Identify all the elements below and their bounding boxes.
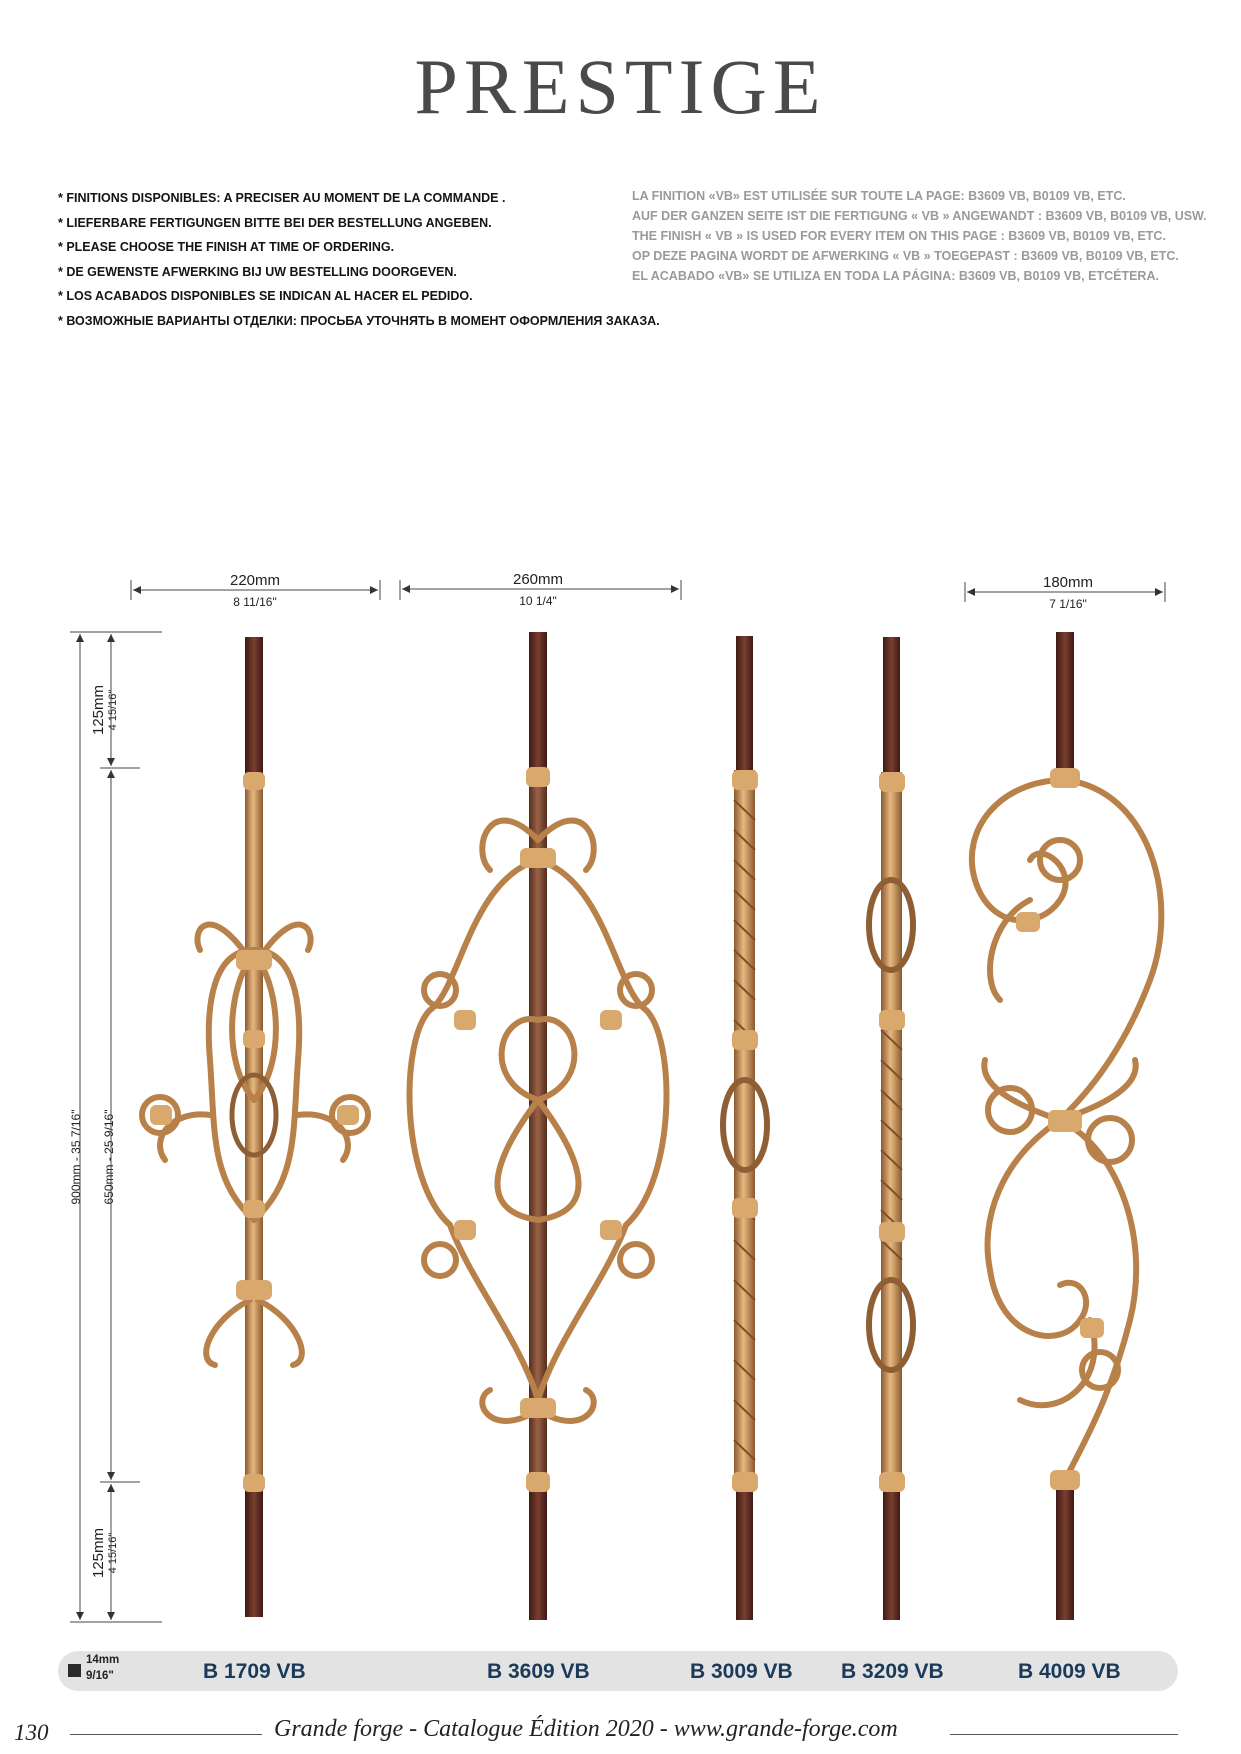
footer-line-right: [950, 1734, 1178, 1735]
width-inch: 7 1/16": [1049, 597, 1087, 611]
note-fr: * FINITIONS DISPONIBLES: A PRECISER AU MOMENT DE LA COMMANDE .: [58, 191, 506, 205]
product-code-b3609: B 3609 VB: [487, 1660, 590, 1683]
note-es: * LOS ACABADOS DISPONIBLES SE INDICAN AL HACER EL PEDIDO.: [58, 289, 473, 303]
baluster-b3209: [869, 637, 913, 1620]
page-title: PRESTIGE: [414, 43, 827, 130]
product-code-b4009: B 4009 VB: [1018, 1660, 1121, 1683]
width-inch: 8 11/16": [233, 595, 277, 609]
note-en: * PLEASE CHOOSE THE FINISH AT TIME OF ORDERING.: [58, 240, 395, 254]
section-inch: 9/16": [86, 1670, 114, 1682]
page-number: 130: [14, 1720, 49, 1745]
height-top-inch: 4 15/16": [107, 689, 119, 731]
width-mm: 260mm: [512, 571, 564, 588]
baluster-b4009: [972, 632, 1161, 1620]
section-size: [86, 1652, 119, 1684]
square-section-icon: [68, 1664, 81, 1677]
section-mm: 14mm: [86, 1654, 120, 1666]
vb-note-fr: LA FINITION «VB» EST UTILISÉE SUR TOUTE LA PAGE: B3609 VB, B0109 VB, ETC.: [632, 189, 1126, 203]
product-code-b3209: B 3209 VB: [841, 1660, 944, 1683]
footer-text: Grande forge - Catalogue Édition 2020 - www.grande-forge.com: [274, 1716, 898, 1742]
height-bottom-mm: 125mm: [90, 1527, 107, 1579]
width-mm: 220mm: [229, 572, 281, 589]
height-top-mm: 125mm: [90, 684, 107, 736]
note-ru: * ВОЗМОЖНЫЕ ВАРИАНТЫ ОТДЕЛКИ: ПРОСЬБА УТОЧНЯТЬ В МОМЕНТ ОФОРМЛЕНИЯ ЗАКАЗА.: [58, 313, 660, 328]
vb-note-de: AUF DER GANZEN SEITE IST DIE FERTIGUNG « VB » ANGEWANDT : B3609 VB, B0109 VB, USW.: [632, 209, 1207, 223]
width-inch: 10 1/4": [519, 594, 557, 608]
baluster-b1709: [142, 637, 368, 1617]
note-de: * LIEFERBARE FERTIGUNGEN BITTE BEI DER BESTELLUNG ANGEBEN.: [58, 215, 492, 230]
height-middle: 650mm - 25 9/16": [102, 1109, 116, 1205]
vb-note-en: THE FINISH « VB » IS USED FOR EVERY ITEM ON THIS PAGE : B3609 VB, B0109 VB, ETC.: [632, 229, 1166, 243]
footer-line-left: [70, 1734, 262, 1735]
vb-note-nl: OP DEZE PAGINA WORDT DE AFWERKING « VB » TOEGEPAST : B3609 VB, B0109 VB, ETC.: [632, 249, 1179, 263]
product-code-b1709: B 1709 VB: [203, 1660, 306, 1683]
height-bottom-inch: 4 15/16": [107, 1532, 119, 1574]
width-mm: 180mm: [1042, 574, 1094, 591]
note-nl: * DE GEWENSTE AFWERKING BIJ UW BESTELLING DOORGEVEN.: [58, 264, 457, 279]
product-code-b3009: B 3009 VB: [690, 1660, 793, 1683]
baluster-b3009: [723, 636, 767, 1620]
vb-note-es: EL ACABADO «VB» SE UTILIZA EN TODA LA PÁGINA: B3609 VB, B0109 VB, ETCÉTERA.: [632, 269, 1159, 283]
width-dimension-lines: [131, 580, 1165, 602]
height-total: 900mm - 35 7/16": [69, 1109, 83, 1205]
baluster-b3609: [410, 632, 667, 1620]
